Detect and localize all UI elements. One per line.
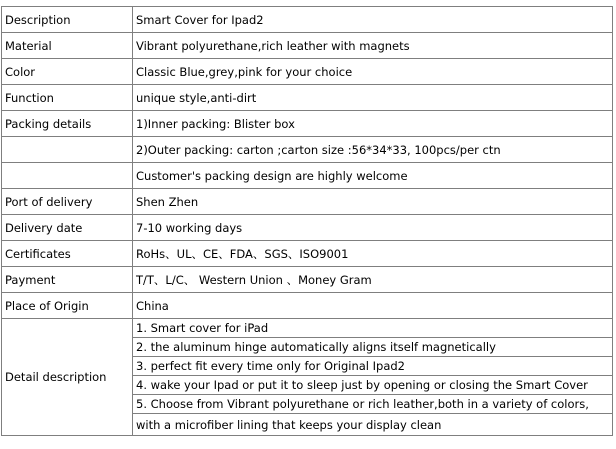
row-label-payment: Payment xyxy=(2,267,133,293)
row-label-delivery-date: Delivery date xyxy=(2,215,133,241)
row-value-payment: T/T、L/C、 Western Union 、Money Gram xyxy=(133,267,613,293)
table-row xyxy=(2,189,613,215)
detail-item: 3. perfect fit every time only for Original Ipad2 xyxy=(133,357,613,376)
table-row xyxy=(2,215,613,241)
row-value-certificates: RoHs、UL、CE、FDA、SGS、ISO9001 xyxy=(133,241,613,267)
row-value-description: Smart Cover for Ipad2 xyxy=(133,7,613,33)
row-label-color: Color xyxy=(2,59,133,85)
row-label-empty xyxy=(2,163,133,189)
detail-item: 4. wake your Ipad or put it to sleep just by opening or closing the Smart Cover xyxy=(133,376,613,395)
table-row xyxy=(2,241,613,267)
row-value-outer-packing: 2)Outer packing: carton ;carton size :56*34*33, 100pcs/per ctn xyxy=(133,137,613,163)
detail-item: with a microfiber lining that keeps your display clean xyxy=(133,414,613,436)
table-row xyxy=(2,319,613,338)
row-value-inner-packing: 1)Inner packing: Blister box xyxy=(133,111,613,137)
row-value-material: Vibrant polyurethane,rich leather with magnets xyxy=(133,33,613,59)
row-label-function: Function xyxy=(2,85,133,111)
table-row xyxy=(2,7,613,33)
row-label-place-of-origin: Place of Origin xyxy=(2,293,133,319)
table-row xyxy=(2,85,613,111)
row-value-delivery-date: 7-10 working days xyxy=(133,215,613,241)
row-value-place-of-origin: China xyxy=(133,293,613,319)
row-label-material: Material xyxy=(2,33,133,59)
row-value-port-of-delivery: Shen Zhen xyxy=(133,189,613,215)
row-value-customer-packing: Customer's packing design are highly welcome xyxy=(133,163,613,189)
detail-item: 2. the aluminum hinge automatically aligns itself magnetically xyxy=(133,338,613,357)
row-label-empty xyxy=(2,137,133,163)
table-row xyxy=(2,163,613,189)
row-value-function: unique style,anti-dirt xyxy=(133,85,613,111)
row-label-description: Description xyxy=(2,7,133,33)
table-row xyxy=(2,267,613,293)
row-label-port-of-delivery: Port of delivery xyxy=(2,189,133,215)
table-row xyxy=(2,293,613,319)
row-value-color: Classic Blue,grey,pink for your choice xyxy=(133,59,613,85)
table-row xyxy=(2,111,613,137)
detail-item: 1. Smart cover for iPad xyxy=(133,319,613,338)
spec-table xyxy=(1,6,613,436)
row-label-detail-description: Detail description xyxy=(2,319,133,436)
table-row xyxy=(2,59,613,85)
row-label-certificates: Certificates xyxy=(2,241,133,267)
detail-item: 5. Choose from Vibrant polyurethane or rich leather,both in a variety of colors, xyxy=(133,395,613,414)
row-label-packing-details: Packing details xyxy=(2,111,133,137)
table-row xyxy=(2,137,613,163)
table-row xyxy=(2,33,613,59)
